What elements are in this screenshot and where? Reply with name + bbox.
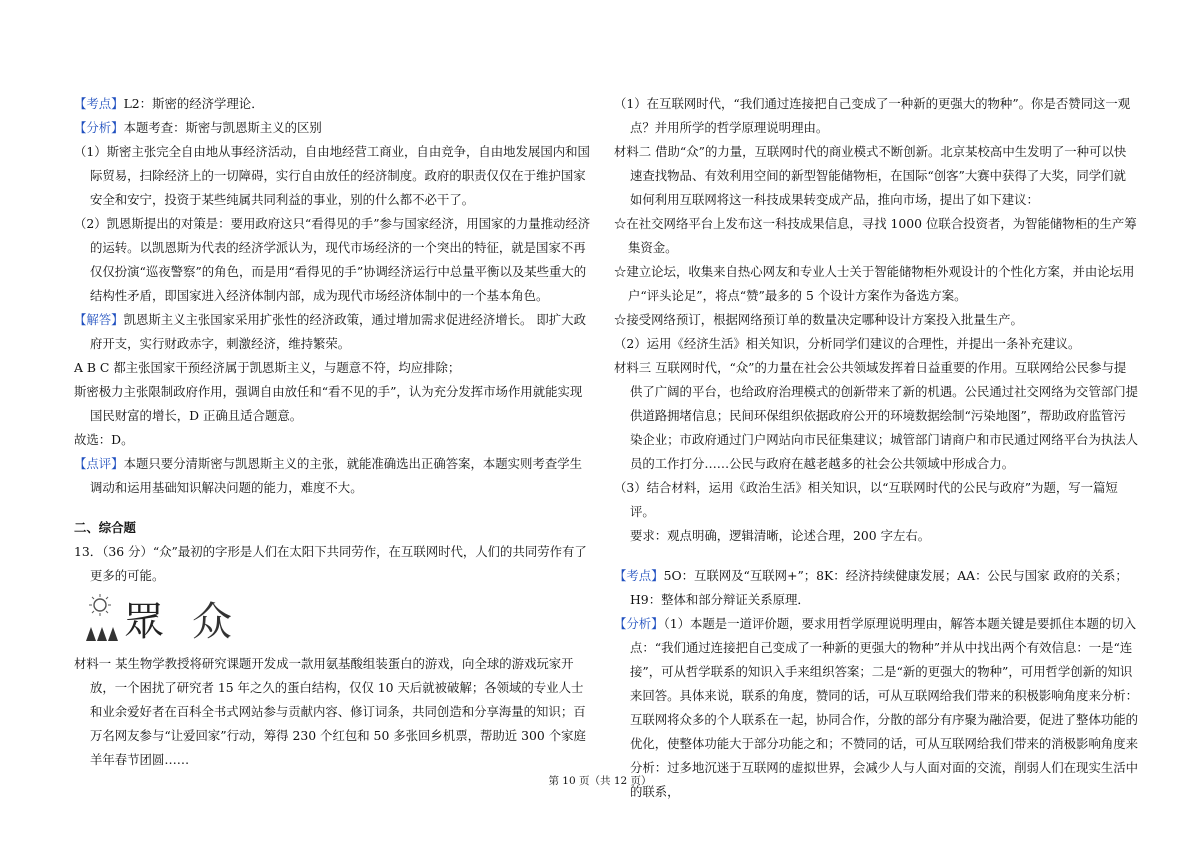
- material-1: 材料一 某生物学教授将研究课题开发成一款用氨基酸组装蛋白的游戏，向全球的游戏玩家开放，一个困扰了研究者 15 年之久的蛋白结构，仅仅 10 天后就被破解；各领域的专业人士和业余爱好者在百科全书式网站参与贡献内容、修订词条，共同创造和分享海量的知识；百万名网友参与“让爱回家”行动，筹得 230 个红包和 50 多张回乡机票，帮助近 300 个家庭羊年春节团圆……: [74, 656, 586, 767]
- jieda-line: [74, 308, 594, 356]
- fenxi-tag-right: 【分析】: [614, 616, 664, 631]
- material-3: 材料三 互联网时代，“众”的力量在社会公共领域发挥着日益重要的作用。互联网给公民参与提供了广阔的平台，也给政府治理模式的创新带来了新的机遇。公民通过社交网络为交管部门提供道路拥堵信息；民间环保组织依据政府公开的环境数据绘制“污染地图”，帮助政府监管污染企业；市政府通过门户网站向市民征集建议；城管部门请商户和市民通过网络平台为执法人员的工作打分……公民与政府在越老越多的社会公共领域中形成合力。: [614, 360, 1139, 471]
- dianping-tag: 【点评】: [74, 456, 124, 471]
- suggestion-1: ☆在社交网络平台上发布这一科技成果信息，寻找 1000 位联合投资者，为智能储物柜的生产筹集资金。: [614, 216, 1137, 255]
- sun-rays-icon: [89, 594, 111, 616]
- fenxi-line: [74, 116, 594, 140]
- question-1: （1）在互联网时代，“我们通过连接把自己变成了一种新的更强大的物种”。你是否赞同这一观点？并用所学的哲学原理说明理由。: [614, 96, 1131, 135]
- dianping-line: [74, 452, 594, 500]
- sun-icon: [94, 599, 106, 611]
- suggestion-3: ☆接受网络预订，根据网络预订单的数量决定哪种设计方案投入批量生产。: [614, 312, 1023, 327]
- section-title: 二、综合题: [74, 520, 136, 535]
- jieda-text: 凯恩斯主义主张国家采用扩张性的经济政策，通过增加需求促进经济增长。 即扩大政府开支，实行财政赤字，刺激经济，维持繁荣。: [90, 312, 586, 351]
- smith-line: 斯密极力主张限制政府作用，强调自由放任和“看不见的手”，认为充分发挥市场作用就能实现国民财富的增长，D 正确且适合题意。: [74, 384, 583, 423]
- abc-line: A B C 都主张国家干预经济属于凯恩斯主义，与题意不符，均应排除；: [74, 360, 461, 375]
- question-13: 13．（36 分）“众”最初的字形是人们在太阳下共同劳作，在互联网时代，人们的共同劳作有了更多的可能。: [74, 544, 587, 583]
- left-column: [74, 92, 594, 772]
- question-3: （3）结合材料，运用《政治生活》相关知识，以“互联网时代的公民与政府”为题，写一篇短评。: [614, 480, 1118, 519]
- kaodian-line: [74, 92, 594, 116]
- question-3-requirement: 要求：观点明确，逻辑清晰，论述合理，200 字左右。: [630, 528, 931, 543]
- page-footer: 第 10 页（共 12 页）: [548, 775, 652, 787]
- zhong-character-figure: [74, 591, 594, 649]
- kaodian-tag: 【考点】: [74, 96, 124, 111]
- glyph-modern: 众: [192, 599, 232, 645]
- zhong-evolution-image: [80, 591, 270, 649]
- kaodian-line-right: [614, 564, 1138, 612]
- fenxi-text: 本题考查：斯密与凯恩斯主义的区别: [123, 120, 322, 135]
- three-people-icon: [86, 627, 118, 641]
- kaodian-text-right: 5O：互联网及“互联网+”；8K：经济持续健康发展；AA：公民与国家 政府的关系；H9：整体和部分辩证关系原理．: [630, 568, 1128, 607]
- jieda-tag: 【解答】: [74, 312, 124, 327]
- dianping-text: 本题只要分清斯密与凯恩斯主义的主张，就能准确选出正确答案，本题实则考查学生调动和运用基础知识解决问题的能力，难度不大。: [90, 456, 583, 495]
- right-column: [614, 92, 1138, 804]
- material-2: 材料二 借助“众”的力量，互联网时代的商业模式不断创新。北京某校高中生发明了一种可以快速查找物品、有效利用空间的新型智能储物柜，在国际“创客”大赛中获得了大奖，同学们就如何利用互联网将这一科技成果转变成产品，推向市场，提出了如下建议：: [614, 144, 1127, 207]
- fenxi-tag: 【分析】: [74, 120, 124, 135]
- analysis-paragraph-2: （2）凯恩斯提出的对策是：要用政府这只“看得见的手”参与国家经济，用国家的力量推动经济的运转。以凯恩斯为代表的经济学派认为，现代市场经济的一个突出的特征，就是国家不再仅仅扮演“巡夜警察”的角色，而是用“看得见的手”协调经济运行中总量平衡以及某些重大的结构性矛盾，即国家进入经济体制内部，成为现代市场经济体制中的一个基本角色。: [74, 216, 591, 303]
- kaodian-tag-right: 【考点】: [614, 568, 664, 583]
- fenxi-text-right: （1）本题是一道评价题，要求用哲学原理说明理由，解答本题关键是要抓住本题的切入点：“我们通过连接把自己变成了一种新的更强大的物种”并从中找出两个有效信息：一是“连接”，可从哲学联系的知识入手来组织答案；二是“新的更强大的物种”，可用哲学创新的知识来回答。具体来说，联系的角度，赞同的话，可从互联网给我们带来的积极影响角度来分析：互联网将众多的个人联系在一起，协同合作，分散的部分有序聚为融洽要，促进了整体功能的优化，使整体功能大于部分功能之和；不赞同的话，可从互联网给我们带来的消极影响角度来分析：过多地沉迷于互联网的虚拟世界，会减少人与人面对面的交流，削弱人们在现实生活中的联系，: [630, 616, 1139, 799]
- suggestion-2: ☆建立论坛，收集来自热心网友和专业人士关于智能储物柜外观设计的个性化方案，并由论坛用户“评头论足”，将点“赞”最多的 5 个设计方案作为备选方案。: [614, 264, 1135, 303]
- kaodian-text: L2：斯密的经济学理论．: [123, 96, 264, 111]
- choice-line: 故选：D。: [74, 432, 134, 447]
- glyph-traditional: 眾: [124, 599, 164, 645]
- analysis-paragraph-1: （1）斯密主张完全自由地从事经济活动，自由地经营工商业，自由竞争，自由地发展国内和国际贸易，扫除经济上的一切障碍，实行自由放任的经济制度。政府的职责仅仅在于维护国家安全和安宁，投资于某些纯属共同利益的事业，别的什么都不必干了。: [74, 144, 590, 207]
- question-2: （2）运用《经济生活》相关知识，分析同学们建议的合理性，并提出一条补充建议。: [614, 336, 1081, 351]
- spacer: [614, 548, 1138, 564]
